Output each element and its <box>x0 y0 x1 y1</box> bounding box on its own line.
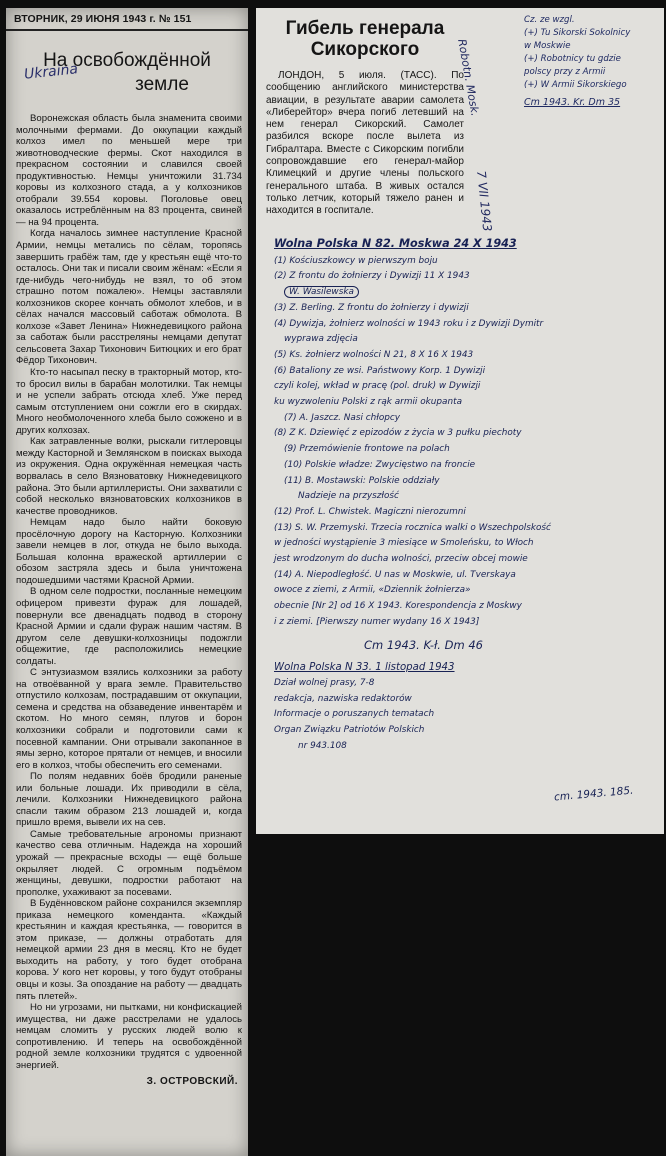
handwritten-line: w jedności wystąpienie 3 miesiące w Smoleńsku, to Włoch <box>274 538 534 549</box>
handwritten-line: (3) Z. Berling. Z frontu do żołnierzy i dywizji <box>274 302 469 313</box>
newspaper-masthead: ВТОРНИК, 29 ИЮНЯ 1943 г. № 151 <box>6 8 248 31</box>
corner-notes <box>524 14 664 110</box>
article-paragraph: В одном селе подростки, посланные немецким офицером привезти фураж для лошадей, повернули все двенадцать подвод в сторону Красной Армии и сдали фураж нашим частям. В другом селе девушки-колхозницы подожгли общежитие, где расположились немецкие солдаты. <box>16 586 242 667</box>
handwritten-line: i z ziemi. [Pierwszy numer wydany 16 X 1943] <box>274 616 480 627</box>
article-paragraph: По полям недавних боёв бродили раненые или больные лошади. Их приводили в сёла, лечили. Колхозники Нижнедевицкого района спасли таким образом 213 лошадей и, когда пришло время, вывели их на сев. <box>16 771 242 829</box>
left-clipping <box>6 8 248 1156</box>
handwritten-line: Organ Związku Patriotów Polskich <box>274 725 425 736</box>
article-title-line2: земле <box>135 74 189 95</box>
corner-note: (+) W Armii Sikorskiego <box>524 80 627 90</box>
handwritten-line: (4) Dywizja, żołnierz wolności w 1943 roku i z Dywizji Dymitr <box>274 318 544 329</box>
article-paragraph: Как затравленные волки, рыскали гитлеровцы между Касторной и Землянском в поисках выхода из окружения. Одна окружённая немецкая часть ворвалась в село Вязноватовку Нижнедевицкого района. Это были артиллеристы. Они захватили с собой несколько вязноватовских колхозников в качестве проводников. <box>16 436 242 517</box>
handwritten-line: obecnie [Nr 2] od 16 X 1943. Korespondencja z Moskwy <box>274 601 522 612</box>
corner-reference: Cm 1943. Kr. Dm 35 <box>524 97 621 108</box>
handwritten-heading: Wolna Polska N 82. Moskwa 24 X 1943 <box>274 237 517 250</box>
handwritten-line: (7) A. Jaszcz. Nasi chłopcy <box>284 412 401 423</box>
news-item <box>266 18 464 218</box>
handwritten-line: czyli kolej, wkład w pracę (pol. druk) w Dywizji <box>274 381 481 392</box>
article-paragraph: В Будённовском районе сохранился экземпляр приказа немецкого коменданта. «Каждый крестьянин и каждая крестьянка, — говорится в этом приказе, — должны отработать для немецкой армии 23 дня в месяц. Кто не будет выходить на работу, у того будет отобрана корова. У кого нет коровы, у того будут отобраны овцы и козы. За опоздание на работу — двадцать пять плетей». <box>16 898 242 1002</box>
handwritten-line: (12) Prof. L. Chwistek. Magiczni nierozumni <box>274 506 466 517</box>
handwritten-line: redakcja, nazwiska redaktorów <box>274 693 412 704</box>
boxed-author: W. Wasilewska <box>284 286 359 298</box>
handwritten-line: (8) Z K. Dziewięć z epizodów z życia w 3 pułku piechoty <box>274 428 522 439</box>
right-clipping <box>256 8 664 834</box>
article-title-line1: На освобождённой <box>43 50 211 71</box>
handwritten-line: (11) B. Mostawski: Polskie oddziały <box>284 475 440 486</box>
article-signature: З. ОСТРОВСКИЙ. <box>146 1076 238 1088</box>
corner-note: polscy przy z Armii <box>524 67 606 77</box>
handwritten-line: wyprawa zdjęcia <box>284 334 358 345</box>
corner-note: (+) Robotnicy tu gdzie <box>524 54 621 64</box>
handwritten-line: (5) Ks. żołnierz wolności N 21, 8 X 16 X 1943 <box>274 349 474 360</box>
article-paragraph: Когда началось зимнее наступление Красной Армии, немцы метались по сёлам, торопясь завершить грабёж там, где у крестьян ещё что-то осталось. Они так и писали своим жёнам: «Если я где-нибудь чего-нибудь не взял, то об этом страшно потом пожалею». Немцы заставляли колхозников скорее кончать обмолот хлебов, и в сёлах начался массовый саботаж обмолота. В колхозе «Завет Ленина» Нижнедевицкого района за саботаж были расстреляны немцами депутат сельсовета Захар Тихонович Битюцких и его брат Фёдор Тихонович. <box>16 228 242 367</box>
article-paragraph: Немцам надо было найти боковую просёлочную дорогу на Касторную. Колхозники завели немцев в лог, откуда не было выхода. Большая колонна вражеской артиллерии с обозом застряла здесь и была уничтожена подошедшими частями Красной Армии. <box>16 517 242 586</box>
handwritten-line <box>274 285 664 301</box>
article-paragraph: С энтузиазмом взялись колхозники за работу на отвоёванной у врага земле. Правительство отпустило колхозам, пострадавшим от оккупации, семена и средства на обзаведение инвентарём и скотом. Но много семян, плугов и борон колхозники собрали и подготовили сами к посевной кампании. Они отрывали закопанное в ямы зерно, которое прятали от немцев, и вносили его в колхоз, чтобы обеспечить его семенами. <box>16 667 242 771</box>
handwritten-line: Dział wolnej prasy, 7-8 <box>274 677 375 688</box>
news-title-line2: Сикорского <box>310 39 420 60</box>
handwritten-notes <box>274 236 664 755</box>
handwritten-line: (9) Przemówienie frontowe na polach <box>284 444 450 455</box>
news-title-line1: Гибель генерала <box>285 18 445 39</box>
handwritten-line: ku wyzwoleniu Polski z rąk armii okupanta <box>274 397 463 408</box>
handwritten-line: (13) S. W. Przemyski. Trzecia rocznica walki o Wszechpolskość <box>274 522 551 533</box>
article-body <box>16 113 242 1071</box>
handwritten-line: (6) Bataliony ze wsi. Państwowy Korp. 1 Dywizji <box>274 365 486 376</box>
corner-note: Cz. ze wzgl. <box>524 15 575 25</box>
article-paragraph: Воронежская область была знаменита своими молочными фермами. До оккупации каждый колхоз имел по меньшей мере три животноводческие фермы. Скот находился в прекрасном состоянии и славился своей продуктивностью. Немцы уничтожили 31.734 коровы из колхозного стада, а у колхозников отобрали 39.554 коровы. Поголовье овец оказалось истреблённым на 83 процента, свиней — на 94 процента. <box>16 113 242 228</box>
article-paragraph: Кто-то насыпал песку в тракторный мотор, кто-то бросил вилы в барабан молотилки. Так немцы и не успели забрать отсюда хлеб. Уже перед самым отступлением они сожгли его в скирдах. Много необмолоченного хлеба было сожжено и в других колхозах. <box>16 367 242 436</box>
handwritten-line: Nadzieje na przyszłość <box>298 491 399 502</box>
handwritten-line: (14) A. Niepodległość. U nas w Moskwie, ul. Tverskaya <box>274 569 516 580</box>
corner-note: w Moskwie <box>524 41 571 51</box>
handwritten-line: nr 943.108 <box>298 740 347 751</box>
handwritten-line: jest wrodzonym do ducha wolności, przeciw obcej mowie <box>274 554 528 565</box>
news-title <box>266 18 464 60</box>
handwritten-line: (10) Polskie władze: Zwycięstwo na froncie <box>284 459 476 470</box>
handwritten-reference-2: Wolna Polska N 33. 1 listopad 1943 <box>274 662 455 674</box>
corner-note: (+) Tu Sikorski Sokolnicy <box>524 28 631 38</box>
handwritten-line: (1) Kościuszkowcy w pierwszym boju <box>274 255 438 266</box>
handwritten-line: Informacje o poruszanych tematach <box>274 709 435 720</box>
vertical-note-date: 7 VII 1943 <box>474 170 495 233</box>
article-paragraph: Но ни угрозами, ни пытками, ни конфискацией имущества, ни даже расстрелами не удалось немцам сломить у русских людей волю к сопротивлению. И теперь на освобождённой родной земле колхозники трудятся с удвоенной энергией. <box>16 1002 242 1071</box>
article-paragraph: Самые требовательные агрономы признают качество сева отличным. Надежда на хороший урожай — прекрасные всходы — ещё больше окрыляет людей. С огромным подъёмом женщины, девушки, подростки работают на прополке, ухаживают за посевами. <box>16 828 242 898</box>
vertical-note-source: Robotn. Mosk. <box>455 38 482 118</box>
news-body <box>266 70 464 218</box>
handwritten-line: owoce z ziemi, z Armii, «Dziennik żołnierza» <box>274 585 471 596</box>
handwritten-reference: Cm 1943. K-ł. Dm 46 <box>364 637 483 652</box>
handwritten-tag: Ukraina <box>23 61 79 83</box>
news-paragraph: ЛОНДОН, 5 июля. (ТАСС). По сообщению английского министерства авиации, в результате аварии самолета «Либерейтор» вчера погиб летевший на нем генерал Сикорский. Самолет разбился вскоре после вылета из Гибралтара. Вместе с Сикорским погибли сопровождавшие его генерал-майор Климецкий и другие члены польского генерального штаба. В живых остался только летчик, который тяжело ранен и находится в госпитале. <box>266 70 464 217</box>
final-reference: cm. 1943. 185. <box>553 784 634 804</box>
handwritten-line: (2) Z frontu do żołnierzy i Dywizji 11 X 1943 <box>274 271 470 282</box>
